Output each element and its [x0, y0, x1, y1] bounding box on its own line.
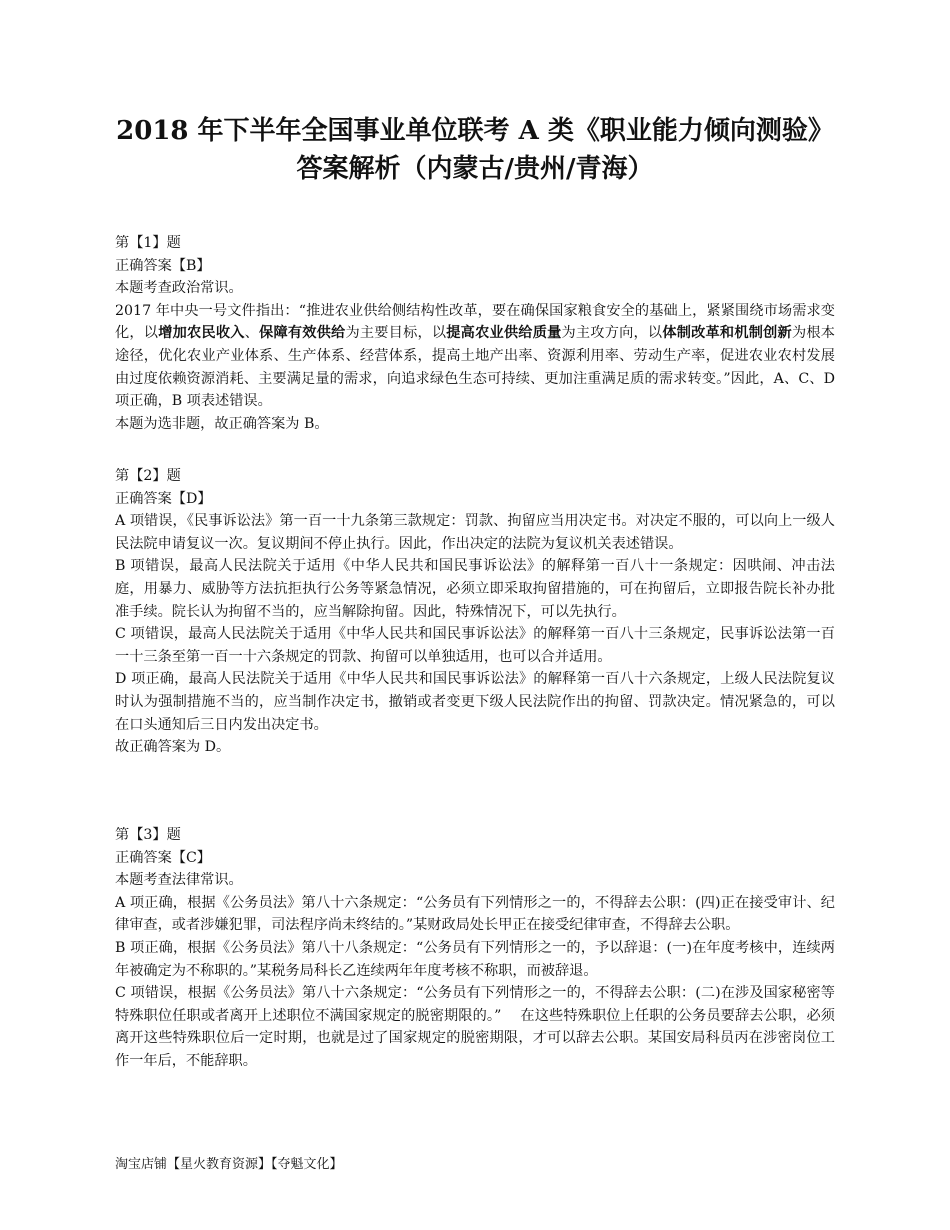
option-d-analysis: D 项正确，最高人民法院关于适用《中华人民共和国民事诉讼法》的解释第一百八十六条规定，上级人民法院复议时认为强制措施不当的，应当制作决定书，撤销或者变更下级人民法院作出的拘留、罚款决定。情况紧急的，可以在口头通知后三日内发出决定书。	[115, 671, 835, 733]
option-a-analysis: A 项错误，《民事诉讼法》第一百一十九条第三款规定：罚款、拘留应当用决定书。对决定不服的，可以向上一级人民法院申请复议一次。复议期间不停止执行。因此，作出决定的法院为复议机关表述错误。	[115, 513, 835, 552]
correct-answer: 正确答案【B】	[115, 257, 211, 274]
question-3	[115, 824, 835, 1073]
body-text: 为主要目标，以	[345, 325, 447, 342]
explanation-intro: 本题考查法律常识。	[115, 872, 243, 889]
conclusion: 本题为选非题，故正确答案为 B。	[115, 415, 329, 432]
correct-answer: 正确答案【D】	[115, 490, 212, 507]
emphasis-text: 提高农业供给质量	[446, 325, 562, 342]
question-1	[115, 232, 835, 435]
option-a-analysis: A 项正确，根据《公务员法》第八十六条规定：“公务员有下列情形之一的，不得辞去公职：(四)正在接受审计、纪律审查，或者涉嫌犯罪，司法程序尚未终结的。”某财政局处长甲正在接受纪律审查，不得辞去公职。	[115, 894, 835, 934]
body-text: 为根本途径，优化农业产业体系、生产体系、经营体系，提高土地产出率、资源利用率、劳动生产率，促进农业农村发展由过度依赖资源消耗、主要满足量的需求，向追求绿色生态可持续、更加注重满足质的需求转变。”因此，A、C、D 项正确，B 项表述错误。	[115, 325, 835, 410]
question-heading: 第【2】题	[115, 468, 181, 484]
body-text: 为主攻方向，以	[561, 325, 663, 342]
emphasis-text: 增加农民收入	[158, 325, 245, 342]
body-text: 2017 年中央一号文件指出：“推进农业供给侧结构性改革，要在确保国家粮食安全的基础上，紧紧围绕市场需求变化，以	[115, 302, 835, 342]
question-2	[115, 465, 835, 759]
footer-shop-info: 淘宝店铺【星火教育资源】【夺魁文化】	[115, 1157, 343, 1172]
body-text: 、	[244, 325, 260, 342]
conclusion: 故正确答案为 D。	[115, 739, 231, 756]
page-title	[60, 112, 890, 188]
title-line-2: 答案解析（内蒙古/贵州/青海）	[296, 154, 654, 184]
option-b-analysis: B 项错误，最高人民法院关于适用《中华人民共和国民事诉讼法》的解释第一百八十一条规定：因哄闹、冲击法庭，用暴力、威胁等方法抗拒执行公务等紧急情况，必须立即采取拘留措施的，可在拘留后，立即报告院长补办批准手续。院长认为拘留不当的，应当解除拘留。因此，特殊情况下，可以先执行。	[115, 558, 835, 620]
option-c-analysis: C 项错误，根据《公务员法》第八十六条规定：“公务员有下列情形之一的，不得辞去公职：(二)在涉及国家秘密等特殊职位任职或者离开上述职位不满国家规定的脱密期限的。” 在这些特殊职位上任职的公务员要辞去公职，必须离开这些特殊职位后一定时期，也就是过了国家规定的脱密期限，才可以辞去公职。某国安局科员丙在涉密岗位工作一年后，不能辞职。	[115, 985, 835, 1069]
option-c-analysis: C 项错误，最高人民法院关于适用《中华人民共和国民事诉讼法》的解释第一百八十三条规定，民事诉讼法第一百一十三条至第一百一十六条规定的罚款、拘留可以单独适用，也可以合并适用。	[115, 626, 835, 665]
option-b-analysis: B 项正确，根据《公务员法》第八十八条规定：“公务员有下列情形之一的，予以辞退：(一)在年度考核中，连续两年被确定为不称职的。”某税务局科长乙连续两年年度考核不称职，而被辞退。	[115, 939, 835, 979]
emphasis-text: 体制改革和机制创新	[662, 325, 792, 342]
title-line-1: 2018 年下半年全国事业单位联考 A 类《职业能力倾向测验》	[116, 116, 834, 146]
question-heading: 第【3】题	[115, 827, 181, 843]
explanation-body	[115, 300, 835, 413]
explanation-intro: 本题考查政治常识。	[115, 280, 243, 297]
emphasis-text: 保障有效供给	[259, 325, 346, 342]
question-heading: 第【1】题	[115, 235, 181, 251]
correct-answer: 正确答案【C】	[115, 849, 211, 866]
